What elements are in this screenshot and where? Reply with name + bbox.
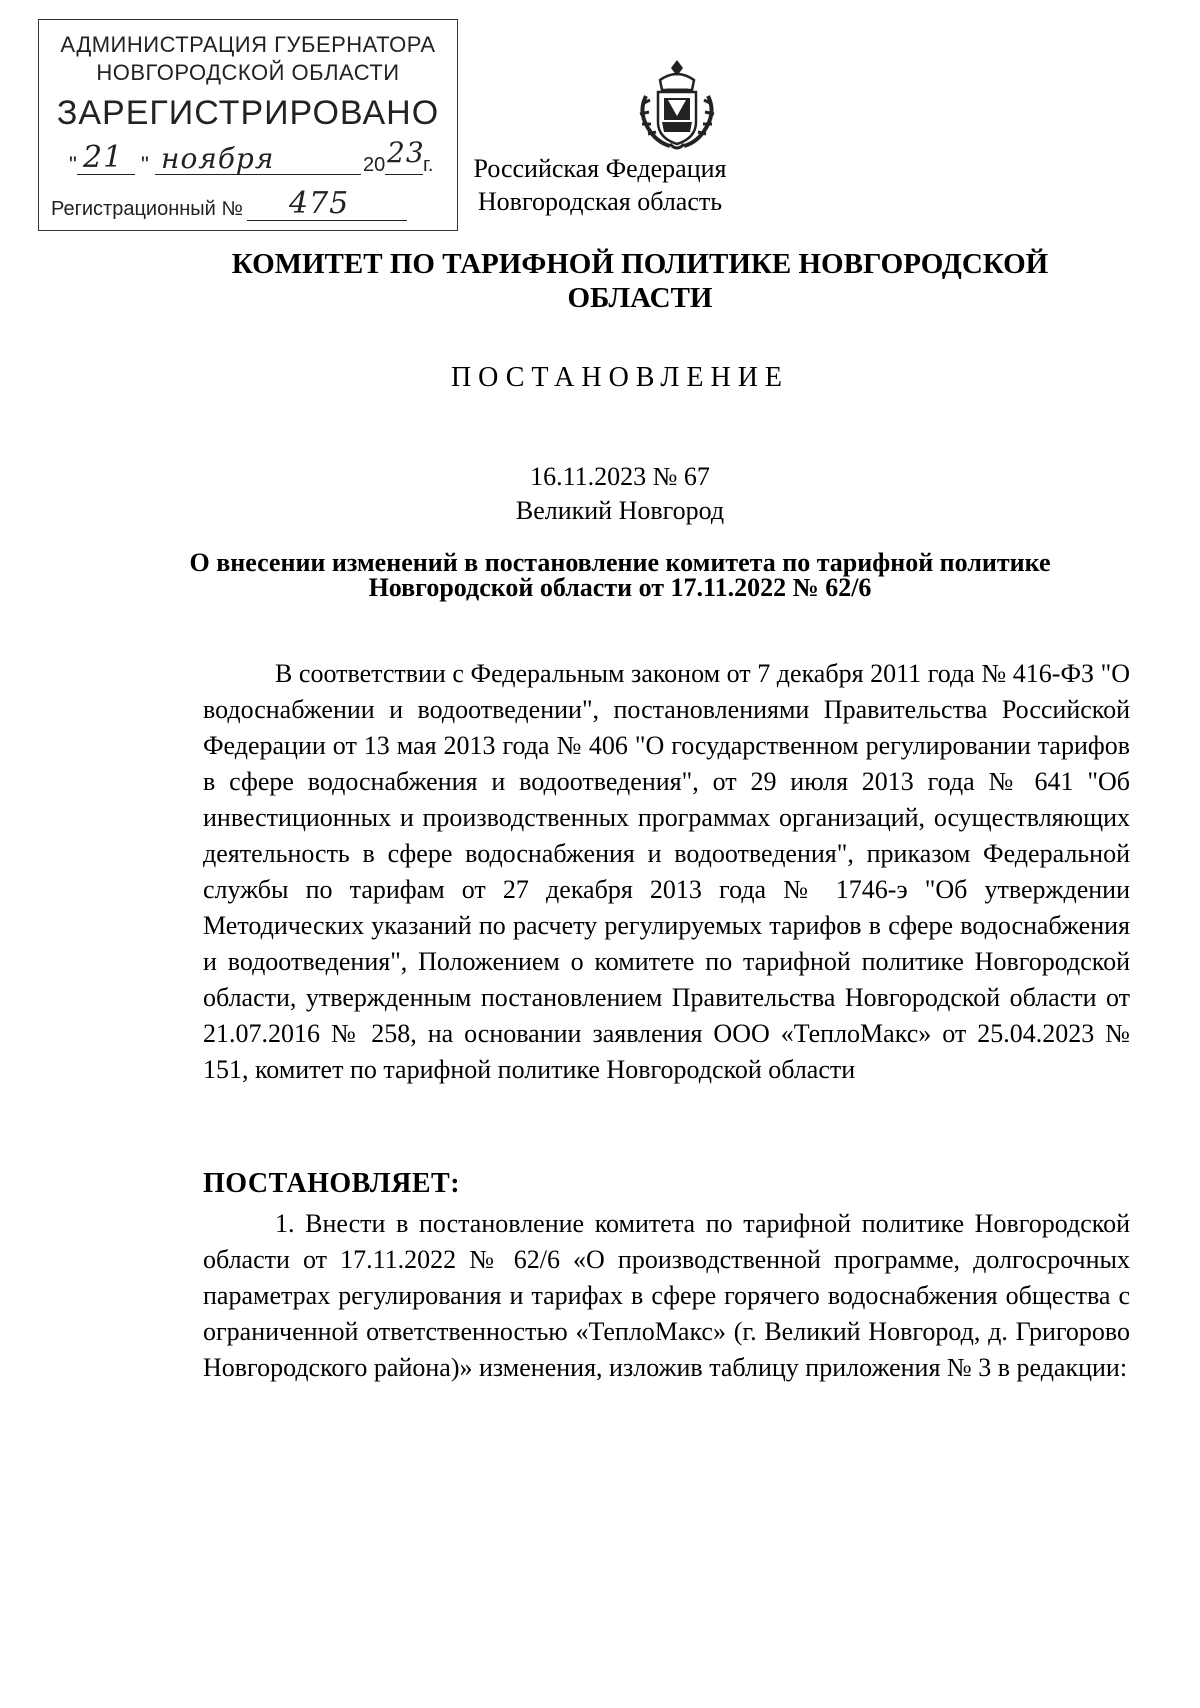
stamp-line-region: НОВГОРОДСКОЙ ОБЛАСТИ — [96, 60, 400, 85]
clause-1-text: 1. Внести в постановление комитета по тарифной политике Новгородской области от 17.11.2022 № 62/6 «О производственной программе, долгосрочных параметрах регулирования и тарифах в сфере горячего водоснабжения общества с ограниченной ответственностью «ТеплоМакс» (г. Великий Новгород, д. Григорово Новгородского района)» изменения, изложив таблицу приложения № 3 в редакции: — [203, 1209, 1130, 1382]
stamp-year-handwritten: 23 — [387, 136, 425, 169]
stamp-registration-underline — [247, 220, 407, 221]
document-type: ПОСТАНОВЛЕНИЕ — [450, 362, 790, 393]
committee-name-line2: ОБЛАСТИ — [567, 282, 713, 314]
preamble-paragraph — [203, 656, 1130, 1088]
committee-name-line1: КОМИТЕТ ПО ТАРИФНОЙ ПОЛИТИКЕ НОВГОРОДСКОЙ — [231, 248, 1049, 280]
stamp-year-mark: г. — [423, 154, 434, 176]
document-city: Великий Новгород — [515, 496, 725, 525]
stamp-registration-label: Регистрационный № — [51, 198, 243, 220]
novgorod-coat-of-arms-icon — [630, 56, 724, 156]
stamp-line-administration: АДМИНИСТРАЦИЯ ГУБЕРНАТОРА — [60, 32, 436, 57]
document-title-line1: О внесении изменений в постановление комитета по тарифной политике — [189, 548, 1051, 577]
region-name: Новгородская область — [477, 187, 723, 216]
preamble-text: В соответствии с Федеральным законом от 7 декабря 2011 года № 416-ФЗ "О водоснабжении и водоотведении", постановлениями Правительства Российской Федерации от 13 мая 2013 года № 406 "О государственном регулировании тарифов в сфере водоснабжения и водоотведения", от 29 июля 2013 года № 641 "Об инвестиционных и производственных программах организаций, осуществляющих деятельность в сфере водоснабжения и водоотведения", приказом Федеральной службы по тарифам от 27 декабря 2013 года № 1746-э "Об утверждении Методических указаний по расчету регулируемых тарифов в сфере водоснабжения и водоотведения", Положением о комитете по тарифной политике Новгородской области, утвержденным постановлением Правительства Новгородской области от 21.07.2016 № 258, на основании заявления ООО «ТеплоМакс» от 25.04.2023 № 151, комитет по тарифной политике Новгородской области — [203, 659, 1130, 1084]
stamp-year-prefix: 20 — [363, 154, 386, 176]
document-date-number: 16.11.2023 № 67 — [530, 462, 710, 491]
resolve-heading: ПОСТАНОВЛЯЕТ: — [203, 1168, 461, 1199]
stamp-registration-number-handwritten: 475 — [289, 186, 350, 221]
stamp-line-registered: ЗАРЕГИСТРИРОВАНО — [56, 94, 440, 132]
clause-1-paragraph — [203, 1206, 1130, 1386]
stamp-day-handwritten: 21 — [83, 140, 124, 175]
stamp-open-quote: " — [69, 152, 77, 177]
state-name: Российская Федерация — [473, 154, 727, 183]
document-title-line2: Новгородской области от 17.11.2022 № 62/6 — [368, 573, 872, 602]
stamp-month-handwritten: ноября — [161, 142, 275, 175]
stamp-close-quote: " — [141, 152, 149, 177]
